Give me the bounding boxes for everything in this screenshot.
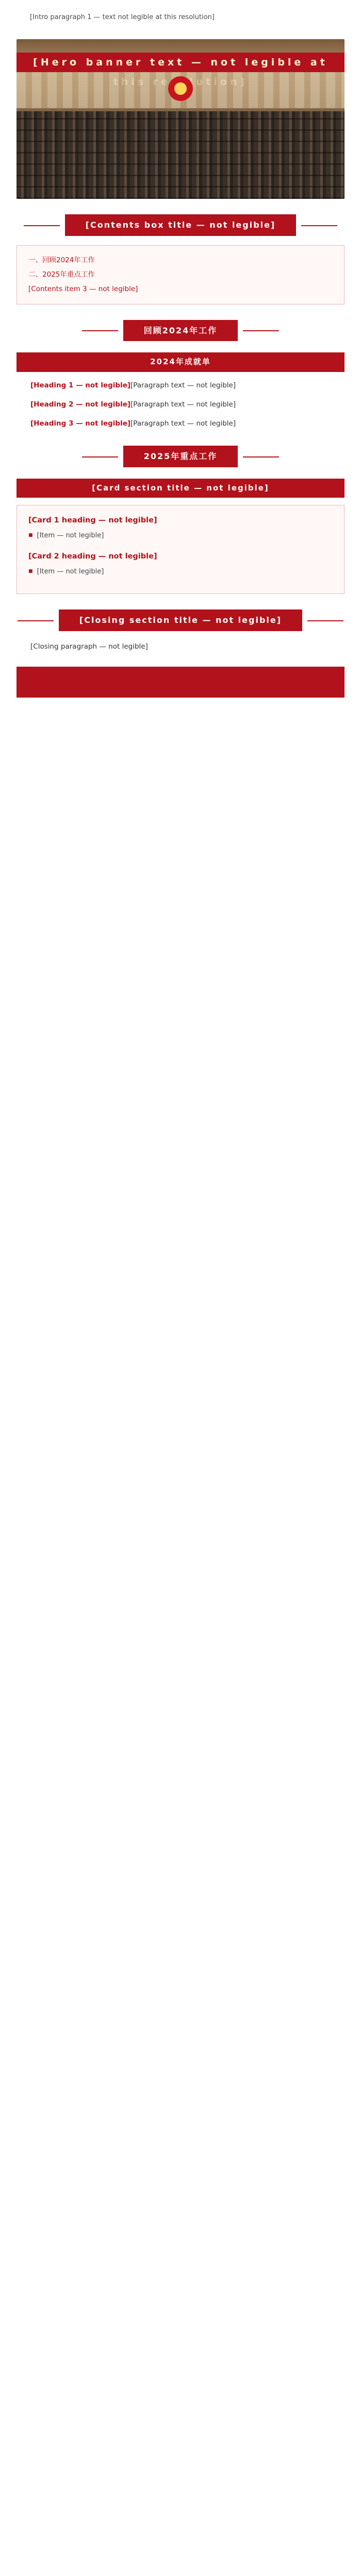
plan-card xyxy=(28,550,333,579)
review-paragraph xyxy=(17,398,344,411)
achievements-title: 2024年成就单 xyxy=(17,352,344,372)
hero-banner: [Hero banner text — not legible at xyxy=(17,53,344,72)
plan-card-list xyxy=(28,530,333,543)
plan-card-heading: [Card 1 heading — not legible] xyxy=(28,516,157,525)
toc-title: [Contents box title — not legible] xyxy=(65,214,297,236)
review-paragraph-lead: [Heading 2 — not legible] xyxy=(30,400,131,409)
review-paragraph-text: [Paragraph text — not legible] xyxy=(130,419,236,428)
plan-title: 2025年重点工作 xyxy=(123,446,238,467)
intro xyxy=(0,0,361,34)
toc-item: 二、2025年重点工作 xyxy=(28,270,95,279)
toc-item: [Contents item 3 — not legible] xyxy=(28,285,138,294)
closing-body xyxy=(0,640,361,653)
session-hall-photo xyxy=(17,39,344,199)
hero-audience xyxy=(17,111,344,199)
review-paragraph-text: [Paragraph text — not legible] xyxy=(130,381,236,390)
plan-card-list xyxy=(28,566,333,579)
footer-banner xyxy=(17,667,344,698)
review-title: 回顾2024年工作 xyxy=(123,320,238,342)
plan-section-title xyxy=(17,446,344,467)
toc-section-title xyxy=(17,214,344,236)
review-paragraph-text: [Paragraph text — not legible] xyxy=(130,400,236,409)
plan-card-item: ■ [Item — not legible] xyxy=(28,530,333,543)
review-paragraph-lead: [Heading 1 — not legible] xyxy=(30,381,131,390)
closing-section-title xyxy=(17,609,344,631)
review-paragraph xyxy=(17,417,344,430)
plan-cards-title: [Card section title — not legible] xyxy=(17,479,344,498)
review-section-title xyxy=(17,320,344,342)
closing-title: [Closing section title — not legible] xyxy=(59,609,302,631)
plan-card-item: ■ [Item — not legible] xyxy=(28,566,333,579)
article-page xyxy=(0,0,361,728)
review-paragraph-lead: [Heading 3 — not legible] xyxy=(30,419,131,428)
plan-card-heading: [Card 2 heading — not legible] xyxy=(28,552,157,561)
closing-paragraph: [Closing paragraph — not legible] xyxy=(30,642,148,651)
toc-item: 一、回顾2024年工作 xyxy=(28,256,95,264)
table-of-contents xyxy=(17,245,344,304)
national-emblem-icon xyxy=(168,76,193,101)
plan-cards xyxy=(17,505,344,594)
intro-paragraph: [Intro paragraph 1 — text not legible at this resolution] xyxy=(30,13,215,21)
review-paragraph xyxy=(17,379,344,392)
plan-card xyxy=(28,514,333,543)
review-body xyxy=(0,379,361,430)
